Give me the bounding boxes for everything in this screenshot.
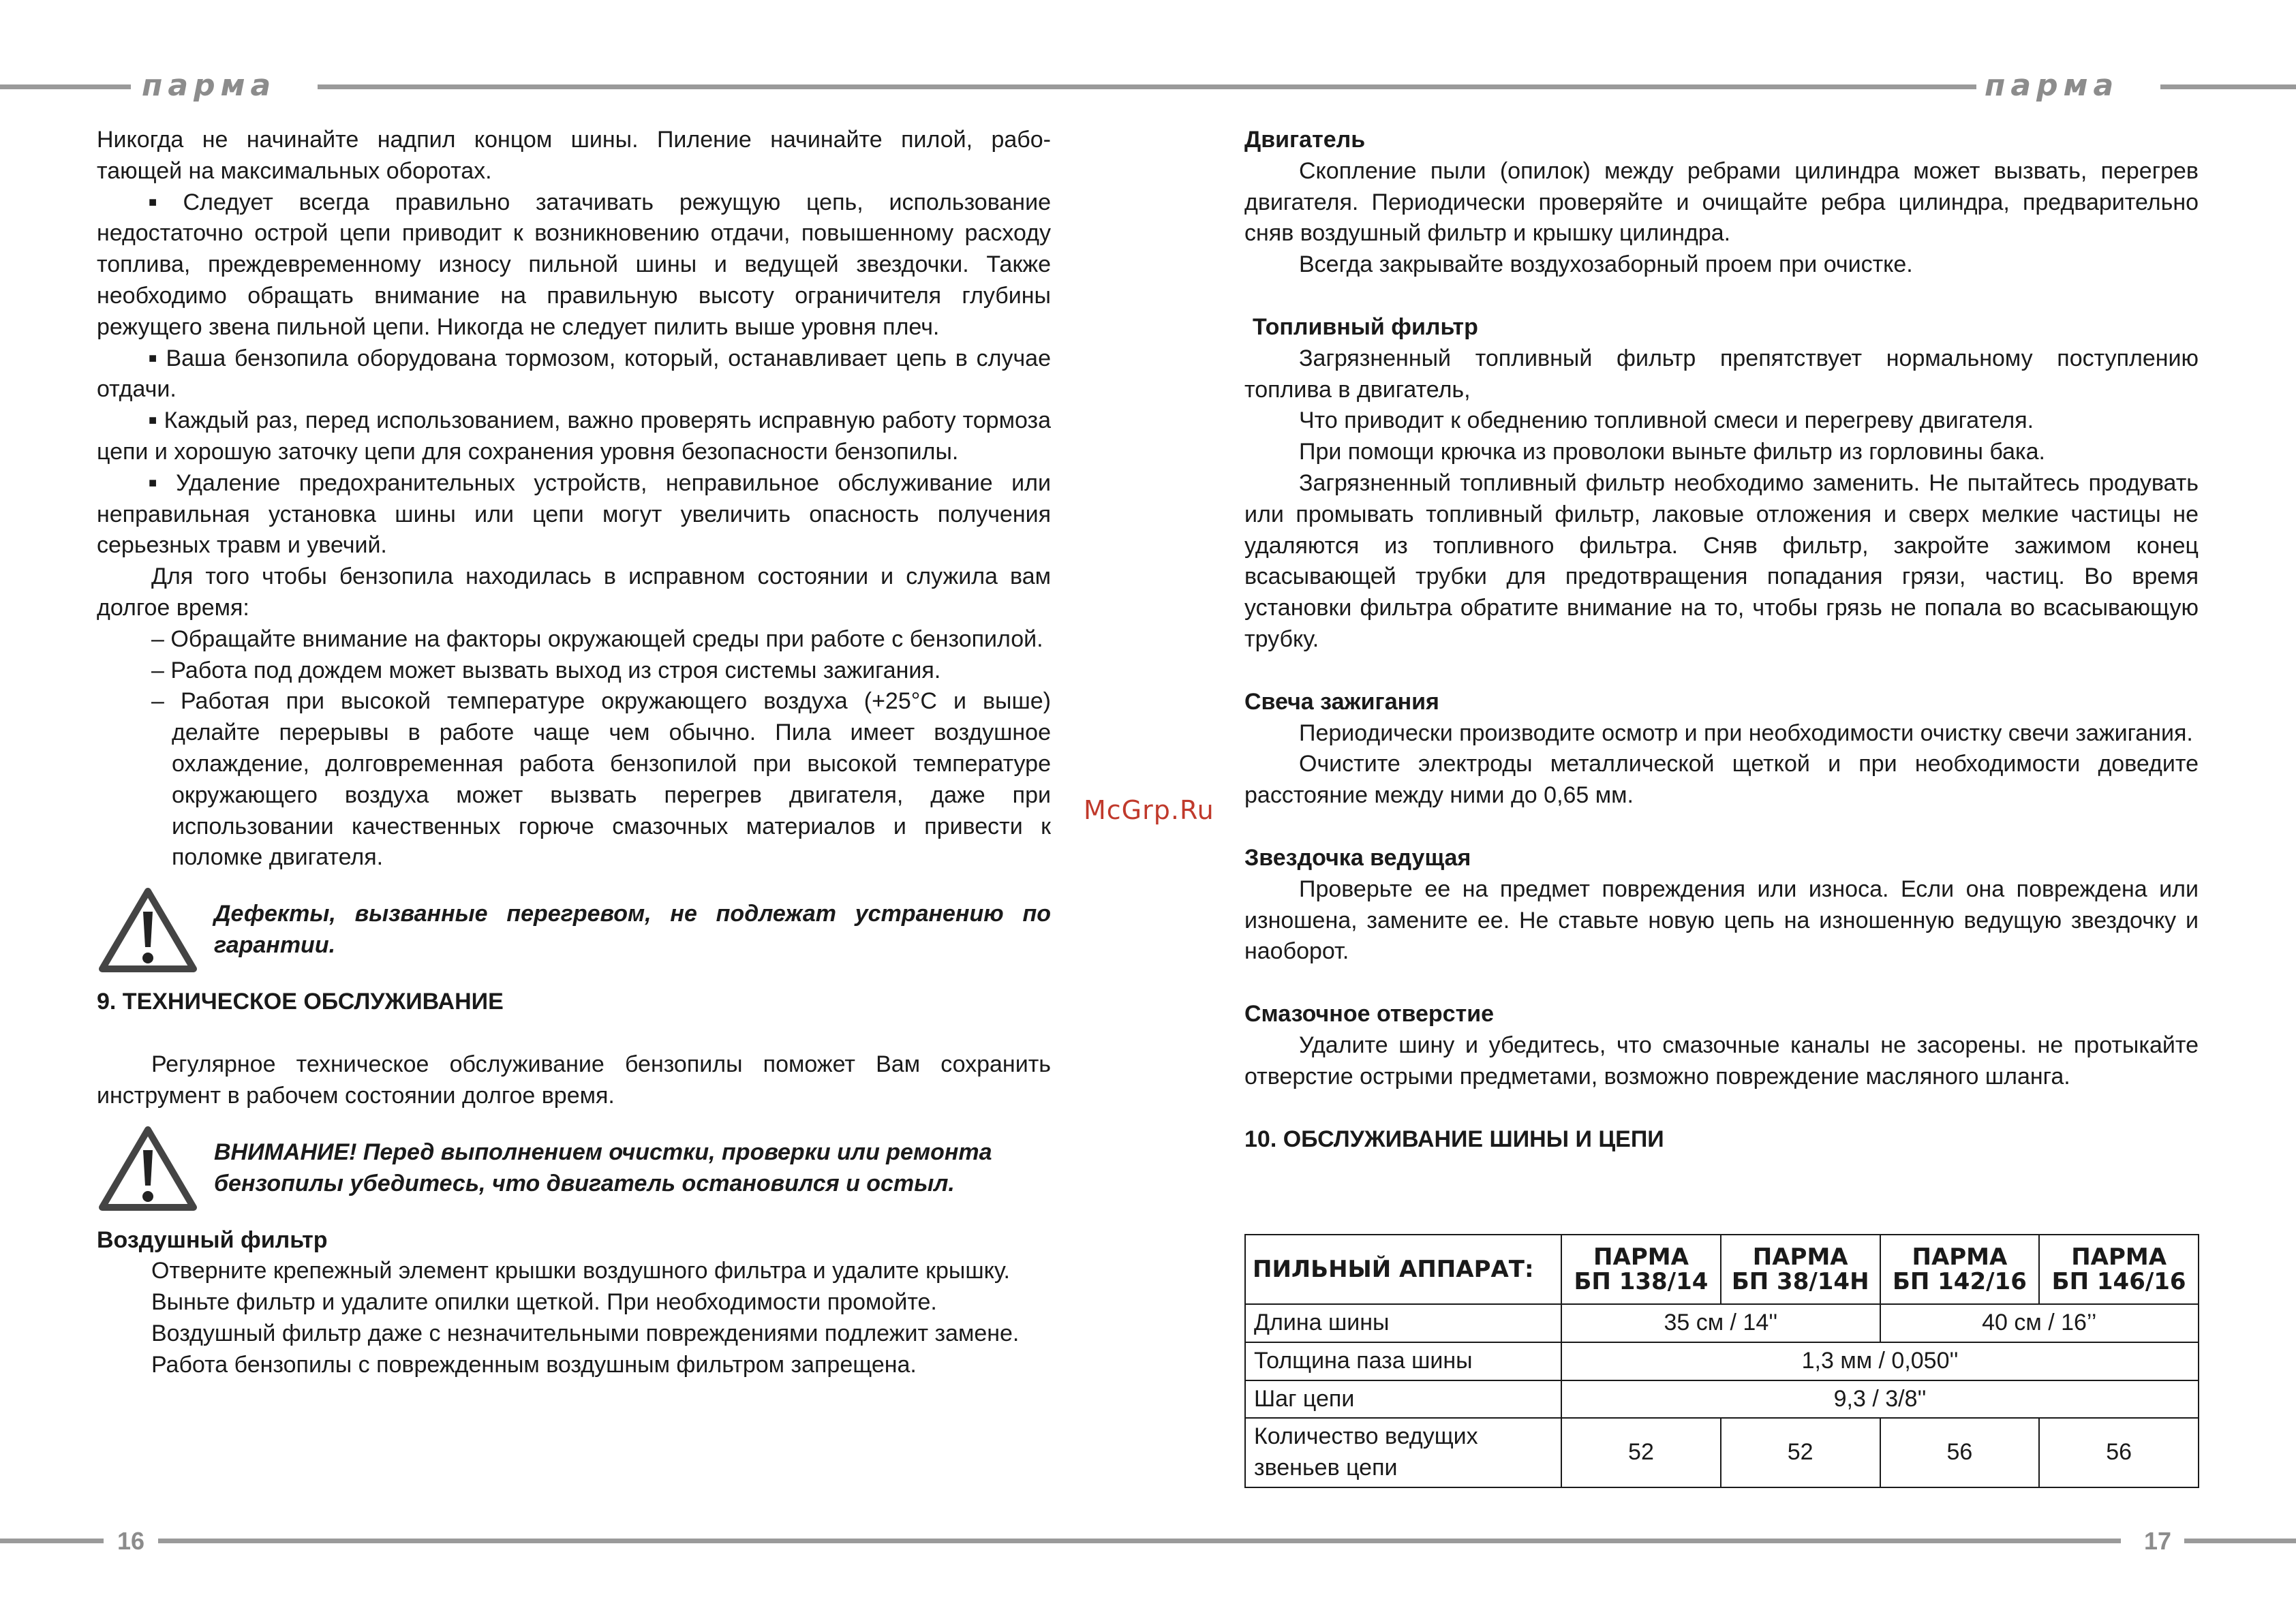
header-rule-right — [2160, 84, 2296, 89]
brand-logo-left: парма — [142, 68, 277, 103]
paragraph: Загрязненный топливный фильтр необходимо заменить. Не пытайтесь продувать или промывать топливный фильтр, лаковые отложения и сверх мелкие частицы не удаляются из топливного фильтра. Сняв фильтр, закройте зажимом конец всасывающей трубки для предотвращения попадания грязи, частиц. Во время установки фильтра обратите внимание на то, чтобы грязь не попала во всасывающую трубку. — [1244, 469, 2199, 652]
footer-rule-center — [158, 1539, 2121, 1543]
table-row — [1245, 1418, 2199, 1487]
header-rule-left — [0, 84, 131, 89]
chain-bar-spec-table — [1244, 1234, 2199, 1488]
warning-text: ВНИМАНИЕ! Перед выполнением очистки, проверки или ремонта бензопилы убедитесь, что двигатель остановился и остыл. — [214, 1139, 992, 1196]
bullet-item: ■ Ваша бензопила оборудована тормозом, который, останавливает цепь в случае отдачи. — [97, 343, 1051, 406]
paragraph: Удалите шину и убедитесь, что смазочные каналы не засорены. не протыкайте отверстие острыми предметами, возможно повреждение масляного шланга. — [1244, 1032, 2199, 1089]
table-cell-label: Количество ведущих звеньев цепи — [1245, 1418, 1561, 1487]
paragraph: тающей на максимальных оборотах. — [97, 157, 492, 184]
page-number-left: 16 — [117, 1527, 145, 1555]
paragraph: Никогда не начинайте надпил концом шины. Пиление начинайте пилой, рабо- — [97, 127, 1051, 153]
page-number-right: 17 — [2144, 1527, 2172, 1555]
brand-logo-right: парма — [1985, 68, 2119, 103]
paragraph: Работа бензопилы с поврежденным воздушным фильтром запрещена. — [151, 1351, 917, 1378]
paragraph: Выньте фильтр и удалите опилки щеткой. При необходимости промойте. — [151, 1289, 937, 1316]
dash-item: – Обращайте внимание на факторы окружающей среды при работе с бензопилой. — [97, 624, 1051, 655]
right-page-column — [1244, 125, 2199, 1155]
table-cell: 52 — [1721, 1418, 1880, 1487]
footer-rule-left — [0, 1539, 104, 1543]
table-header-model: ПАРМА БП 142/16 — [1880, 1235, 2040, 1304]
subheading: Двигатель — [1244, 127, 1366, 153]
section-heading: 10. ОБСЛУЖИВАНИЕ ШИНЫ И ЦЕПИ — [1244, 1126, 1664, 1152]
paragraph: Для того чтобы бензопила находилась в исправном состоянии и служила вам долгое время: — [97, 563, 1051, 621]
subheading: Воздушный фильтр — [97, 1226, 328, 1253]
table-cell-label: Шаг цепи — [1245, 1380, 1561, 1419]
paragraph: Загрязненный топливный фильтр препятствует нормальному поступлению топлива в двигатель, — [1244, 345, 2199, 403]
section-heading: 9. ТЕХНИЧЕСКОЕ ОБСЛУЖИВАНИЕ — [97, 989, 504, 1015]
warning-triangle-icon — [97, 886, 199, 974]
subheading: Смазочное отверстие — [1244, 1001, 1495, 1027]
bullet-item: ■ Удаление предохранительных устройств, неправильное обслуживание или неправильная установка шины или цепи могут увеличить опасность получения серьезных травм и увечий. — [97, 468, 1051, 561]
warning-triangle-icon — [97, 1124, 199, 1213]
table-cell: 40 см / 16’’ — [1880, 1304, 2199, 1342]
paragraph: Регулярное техническое обслуживание бензопилы поможет Вам сохранить инструмент в рабочем состоянии долгое время. — [97, 1051, 1051, 1109]
dash-item: – Работая при высокой температуре окружающего воздуха (+25°С и выше) делайте перерывы в работе чаще чем обычно. Пила имеет воздушное охлаждение, долговременная работа бензопилой при высокой температуре окружающего воздуха может вызвать перегрев двигателя, даже при использовании качественных горюче смазочных материалов и привести к поломке двигателя. — [97, 686, 1051, 874]
subheading: Свеча зажигания — [1244, 688, 1439, 715]
table-cell-label: Длина шины — [1245, 1304, 1561, 1342]
watermark: McGrp.Ru — [1084, 795, 1214, 825]
paragraph: Периодически производите осмотр и при необходимости очистку свечи зажигания. — [1299, 720, 2193, 746]
paragraph: При помощи крючка из проволоки выньте фильтр из горловины бака. — [1299, 439, 2046, 465]
table-row — [1245, 1380, 2199, 1419]
paragraph: Скопление пыли (опилок) между ребрами цилиндра может вызвать, перегрев двигателя. Периодически проверяйте и очищайте ребра цилиндра, предварительно сняв воздушный фильтр и крышку цилиндра. — [1244, 157, 2199, 247]
paragraph: Отверните крепежный элемент крышки воздушного фильтра и удалите крышку. — [151, 1258, 1010, 1284]
table-row — [1245, 1342, 2199, 1380]
table-header-model: ПАРМА БП 38/14Н — [1721, 1235, 1880, 1304]
footer-rule-right — [2184, 1539, 2296, 1543]
bullet-item: ■ Следует всегда правильно затачивать режущую цепь, использование недостаточно острой цепи приводит к возникновению отдачи, повышенному расходу топлива, преждевременному износу пильной шины и ведущей звездочки. Также необходимо обращать внимание на правильную высоту ограничителя глубины режущего звена пильной цепи. Никогда не следует пилить выше уровня плеч. — [97, 187, 1051, 343]
dash-item: – Работа под дождем может вызвать выход из строя системы зажигания. — [97, 655, 1051, 687]
paragraph: Что приводит к обеднению топливной смеси и перегреву двигателя. — [1299, 407, 2034, 434]
table-cell: 9,3 / 3/8'' — [1561, 1380, 2199, 1419]
paragraph: Всегда закрывайте воздухозаборный проем при очистке. — [1299, 251, 1913, 278]
subheading: Звездочка ведущая — [1244, 844, 1471, 871]
left-page-column — [97, 125, 1051, 1381]
warning-notice — [97, 886, 1051, 974]
table-cell: 1,3 мм / 0,050'' — [1561, 1342, 2199, 1380]
bullet-item: ■ Каждый раз, перед использованием, важно проверять исправную работу тормоза цепи и хорошую заточку цепи для сохранения уровня безопасности бензопилы. — [97, 405, 1051, 468]
table-header-model: ПАРМА БП 146/16 — [2039, 1235, 2199, 1304]
table-header-row — [1245, 1235, 2199, 1304]
table-cell: 52 — [1561, 1418, 1721, 1487]
table-header-label: ПИЛЬНЫЙ АППАРАТ: — [1245, 1235, 1561, 1304]
paragraph: Очистите электроды металлической щеткой и при необходимости доведите расстояние между ними до 0,65 мм. — [1244, 751, 2199, 809]
subheading: Топливный фильтр — [1253, 313, 1478, 340]
warning-notice — [97, 1124, 1051, 1213]
table-cell: 56 — [2039, 1418, 2199, 1487]
header-rule-center — [318, 84, 1976, 89]
paragraph: Воздушный фильтр даже с незначительными повреждениями подлежит замене. — [151, 1320, 1020, 1346]
table-row — [1245, 1304, 2199, 1342]
warning-text: Дефекты, вызванные перегревом, не подлежат устранению по гарантии. — [214, 901, 1051, 959]
paragraph: Проверьте ее на предмет повреждения или износа. Если она повреждена или изношена, замените ее. Не ставьте новую цепь на изношенную ведущую звездочку и наоборот. — [1244, 876, 2199, 965]
table-cell-label: Толщина паза шины — [1245, 1342, 1561, 1380]
table-cell: 35 см / 14'' — [1561, 1304, 1880, 1342]
table-cell: 56 — [1880, 1418, 2040, 1487]
table-header-model: ПАРМА БП 138/14 — [1561, 1235, 1721, 1304]
